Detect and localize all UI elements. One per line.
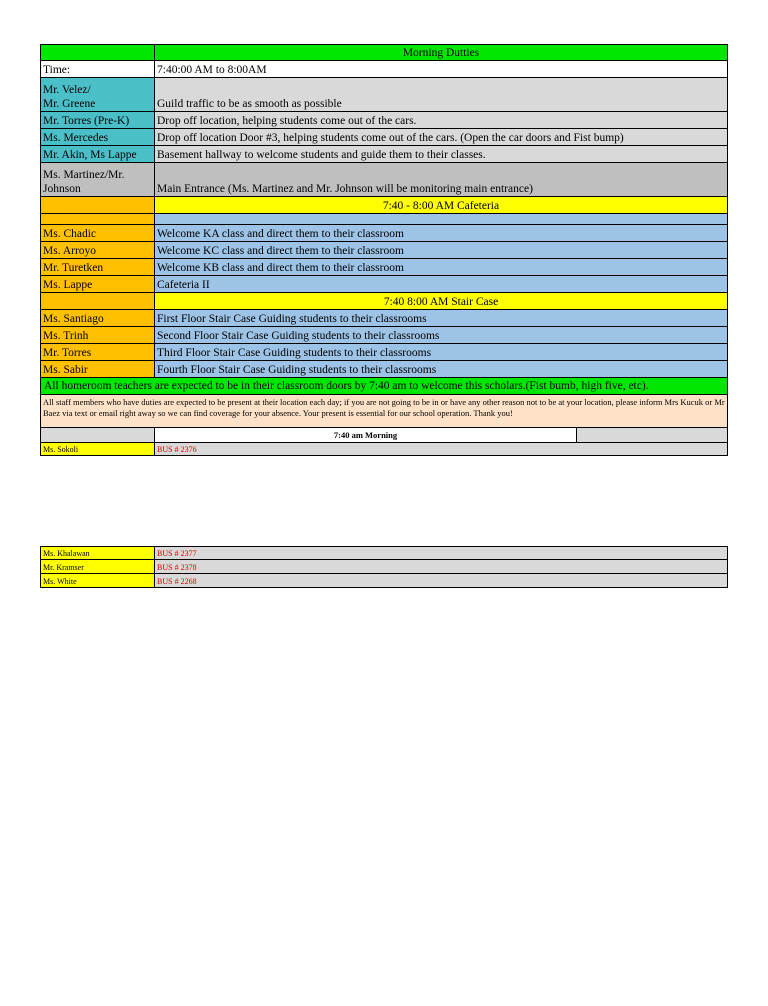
cafeteria-row: [40, 276, 728, 293]
duty-name: Mr. Akin, Ms Lappe: [41, 146, 155, 162]
bus-row: [40, 443, 728, 456]
staircase-row: [40, 344, 728, 361]
cafeteria-name: Ms. Lappe: [41, 276, 155, 292]
cafeteria-header: 7:40 - 8:00 AM Cafeteria: [155, 197, 727, 213]
cafeteria-header-blank: [41, 197, 155, 213]
staircase-name: Mr. Torres: [41, 344, 155, 360]
duty-task: Basement hallway to welcome students and guide them to their classes.: [155, 146, 727, 162]
bus-header-blank: [41, 428, 155, 442]
bus-row: [40, 546, 728, 560]
cafeteria-name: Mr. Turetken: [41, 259, 155, 275]
duty-row: [40, 129, 728, 146]
staircase-header-row: [40, 293, 728, 310]
staircase-row: [40, 361, 728, 378]
sheet-title: Morning Dutties: [155, 45, 727, 60]
staircase-task: Second Floor Stair Case Guiding students to their classrooms: [155, 327, 727, 343]
cafeteria-name: Ms. Arroyo: [41, 242, 155, 258]
cafeteria-task: Welcome KA class and direct them to their classroom: [155, 225, 727, 241]
cafeteria-row: [40, 242, 728, 259]
bus-number: BUS # 2378: [155, 560, 727, 573]
cafeteria-task: Cafeteria II: [155, 276, 727, 292]
staircase-name: Ms. Sabir: [41, 361, 155, 377]
staircase-row: [40, 327, 728, 344]
time-value: 7:40:00 AM to 8:00AM: [157, 64, 267, 76]
duty-row: [40, 112, 728, 129]
staircase-task: First Floor Stair Case Guiding students to their classrooms: [155, 310, 727, 326]
duty-name-line: Ms. Martinez/Mr.: [43, 169, 125, 181]
duty-row: [40, 78, 728, 112]
cafeteria-task: Welcome KB class and direct them to their classroom: [155, 259, 727, 275]
bus-staff-name: Mr. Kramser: [41, 560, 155, 573]
duty-name: [41, 163, 155, 196]
staircase-name: Ms. Santiago: [41, 310, 155, 326]
bus-row: [40, 574, 728, 588]
duty-name-line: Johnson: [43, 183, 81, 195]
staircase-header: 7:40 8:00 AM Stair Case: [155, 293, 727, 309]
duty-task: Drop off location, helping students come out of the cars.: [155, 112, 727, 128]
duty-name: Mr. Torres (Pre-K): [41, 112, 155, 128]
note-row: [40, 395, 728, 428]
announcement-row: [40, 378, 728, 395]
bus-duties-continued: [40, 546, 728, 588]
duty-row: [40, 146, 728, 163]
bus-number: BUS # 2376: [155, 443, 727, 455]
duty-name: Ms. Mercedes: [41, 129, 155, 145]
title-row: [40, 44, 728, 61]
duty-task: Drop off location Door #3, helping students come out of the cars. (Open the car doors and Fist bump): [155, 129, 727, 145]
duty-name-line: Mr. Greene: [43, 98, 96, 110]
bus-number: BUS # 2268: [155, 574, 727, 587]
time-row: [40, 61, 728, 78]
duty-name-line: Mr. Velez/: [43, 84, 91, 96]
duty-task: Guild traffic to be as smooth as possible: [155, 78, 727, 111]
spacer-cell: [155, 214, 727, 224]
bus-header-blank-right: [577, 428, 727, 442]
bus-header: 7:40 am Morning: [155, 428, 577, 442]
cafeteria-header-row: [40, 197, 728, 214]
announcement-text: All homeroom teachers are expected to be in their classroom doors by 7:40 am to welcome this scholars.(Fist bumb, high five, etc).: [44, 380, 649, 392]
cafeteria-name: Ms. Chadic: [41, 225, 155, 241]
note-text: All staff members who have duties are expected to be present at their location each day; if you are not going to be in or have any other reason not to be at your location, please inform Mrs Kucuk or Mr Baez via text or email right away so we can find coverage for your absence. Your present is essential for our school operation. Thank you!: [43, 397, 725, 418]
bus-row: [40, 560, 728, 574]
time-label: Time:: [41, 61, 155, 77]
duty-task: Main Entrance (Ms. Martinez and Mr. Johnson will be monitoring main entrance): [155, 163, 727, 196]
staircase-task: Third Floor Stair Case Guiding students to their classrooms: [155, 344, 727, 360]
staircase-name: Ms. Trinh: [41, 327, 155, 343]
staircase-task: Fourth Floor Stair Case Guiding students to their classrooms: [155, 361, 727, 377]
cafeteria-row: [40, 259, 728, 276]
cafeteria-row: [40, 225, 728, 242]
title-blank-cell: [41, 45, 155, 60]
bus-number: BUS # 2377: [155, 547, 727, 559]
staircase-header-blank: [41, 293, 155, 309]
staircase-row: [40, 310, 728, 327]
morning-duties-sheet: [40, 44, 728, 456]
duty-name: [41, 78, 155, 111]
duty-row: [40, 163, 728, 197]
bus-staff-name: Ms. Sokoli: [41, 443, 155, 455]
bus-header-row: [40, 428, 728, 443]
bus-staff-name: Ms. White: [41, 574, 155, 587]
spacer-cell: [41, 214, 155, 224]
bus-staff-name: Ms. Khalawan: [41, 547, 155, 559]
spacer-row: [40, 214, 728, 225]
cafeteria-task: Welcome KC class and direct them to their classroom: [155, 242, 727, 258]
